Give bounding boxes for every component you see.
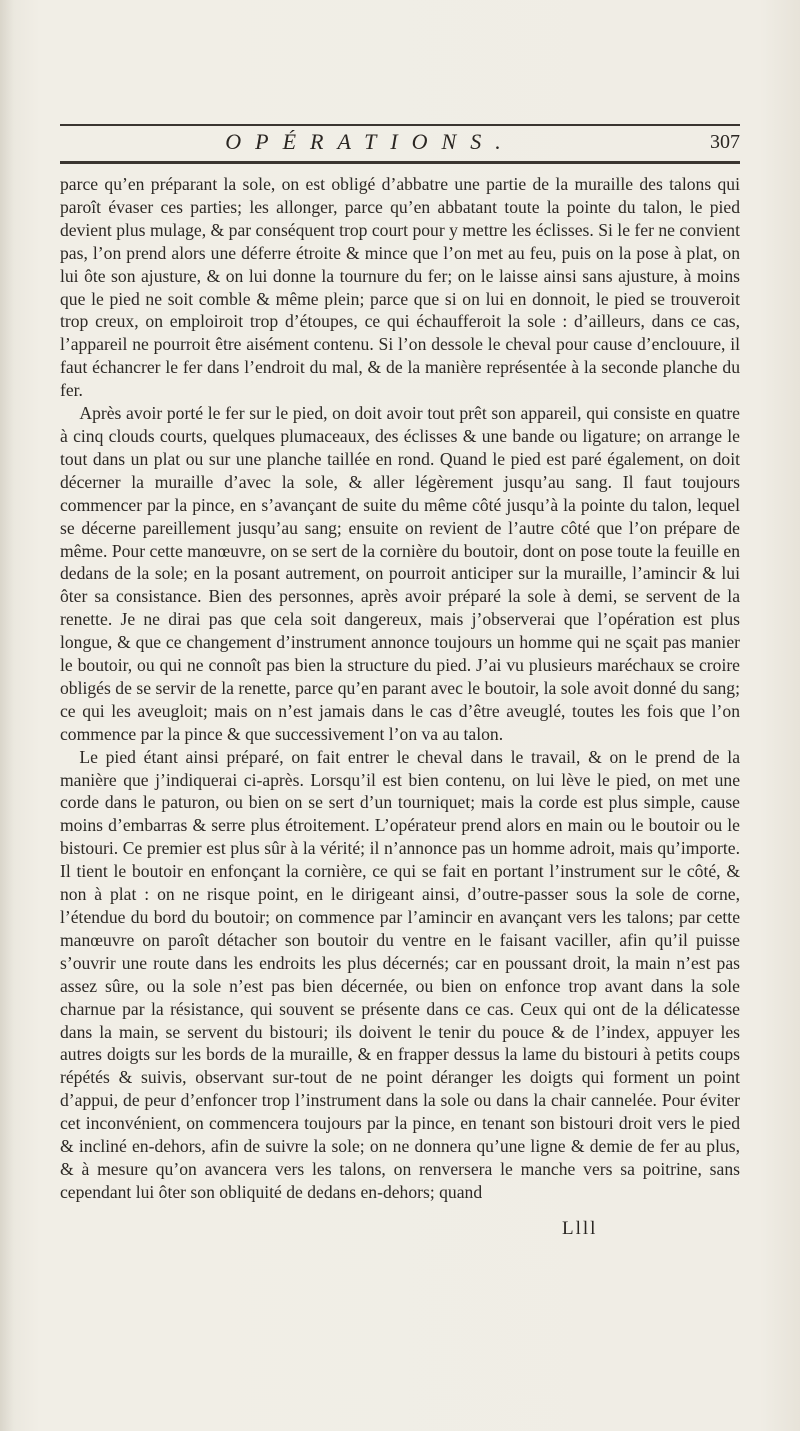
paragraph-1: parce qu’en préparant la sole, on est obligé d’abbatre une partie de la muraille des talons qui paroît évaser ces parties; les allonger, parce qu’en abbatant toute la pointe du talon, le pied devient plus mulage, & par conséquent trop court pour y mettre les éclisses. Si le fer ne convient pas, l’on prend alors une déferre étroite & mince que l’on met au feu, puis on la pose à plat, on lui ôte son ajusture, & on lui donne la tournure du fer; on le laisse ainsi sans ajusture, à moins que le pied ne soit comble & même plein; parce que si on lui en donnoit, le pied se trouveroit trop creux, on emploiroit trop d’étoupes, ce qui échaufferoit la sole : d’ailleurs, dans ce cas, l’appareil ne pourroit être aisément contenu. Si l’on dessole le cheval pour cause d’enclouure, il faut échancrer le fer dans l’endroit du mal, & de la manière représentée à la seconde planche du fer. <box>60 174 740 401</box>
signature-mark: Llll <box>562 1218 598 1239</box>
body-text <box>60 173 740 1204</box>
page-number: 307 <box>710 131 740 153</box>
header-rule-bottom <box>60 161 740 164</box>
paragraph-3: Le pied étant ainsi préparé, on fait entrer le cheval dans le travail, & on le prend de la manière que j’indiquerai ci-après. Lorsqu’il est bien contenu, on lui lève le pied, on met une corde dans le paturon, ou bien on se sert d’un tourniquet; mais la corde est plus simple, cause moins d’embarras & serre plus étroitement. L’opérateur prend alors en main ou le boutoir ou le bistouri. Ce premier est plus sûr à la vérité; il n’annonce pas un homme adroit, mais qu’importe. Il tient le boutoir en enfonçant la cornière, ce qui se fait en portant l’instrument sur le côté, & non à plat : on ne risque point, en le dirigeant ainsi, d’outre-passer sous la sole de corne, l’étendue du bord du boutoir; on commence par l’amincir en avançant vers les talons; par cette manœuvre on paroît détacher son boutoir du ventre en le faisant vaciller, afin qu’il puisse s’ouvrir une route dans les endroits les plus décernés; car en poussant droit, la main n’est pas assez sûre, ou la sole n’est pas bien décernée, ou bien on enfonce trop avant dans la sole charnue par la résistance, qui souvent se présente dans ce cas. Ceux qui ont de la délicatesse dans la main, se servent du bistouri; ils doivent le tenir du pouce & de l’index, appuyer les autres doigts sur les bords de la muraille, & en frapper dessus la lame du bistouri à petits coups répétés & suivis, observant sur-tout de ne point déranger les doigts qui forment un point d’appui, de peur d’enfoncer trop l’instrument dans la sole ou dans la chair cannelée. Pour éviter cet inconvénient, on commencera toujours par la pince, en tenant son bistouri droit vers le pied & incliné en-dehors, afin de suivre la sole; on ne donnera qu’une ligne & demie de fer au plus, & à mesure qu’on avancera vers les talons, on renversera le manche vers sa poitrine, sans cependant lui ôter son obliquité de dedans en-dehors; quand <box>60 746 740 1202</box>
page-header <box>60 126 740 166</box>
running-title: OPÉRATIONS. <box>225 129 515 154</box>
paragraph-2: Après avoir porté le fer sur le pied, on doit avoir tout prêt son appareil, qui consiste en quatre à cinq clouds courts, quelques plumaceaux, des éclisses & une bande ou ligature; on arrange le tout dans un plat ou sur une planche taillée en rond. Quand le pied est paré également, on doit décerner la muraille d’avec la sole, & aller légèrement jusqu’au sang. Il faut toujours commencer par la pince, en s’avançant de suite du même côté jusqu’à la pointe du talon, lequel se décerne pareillement jusqu’au sang; ensuite on revient de l’autre côté que l’on prépare de même. Pour cette manœuvre, on se sert de la cornière du boutoir, dont on pose toute la feuille en dedans de la sole; en la posant autrement, on pourroit anticiper sur la muraille, l’amincir & lui ôter sa consistance. Bien des personnes, après avoir préparé la sole à demi, se servent de la renette. Je ne dirai pas que cela soit dangereux, mais j’observerai que l’opération est plus longue, & que ce changement d’instrument annonce toujours un homme qui ne sçait pas manier le boutoir, ou qui ne connoît pas bien la structure du pied. J’ai vu plusieurs maréchaux se croire obligés de se servir de la renette, parce qu’en parant avec le boutoir, la sole avoit donné du sang; ce qui les aveugloit; mais on n’est jamais dans le cas d’être aveuglé, toutes les fois que l’on commence par la pince & que successivement l’on va au talon. <box>60 403 740 744</box>
